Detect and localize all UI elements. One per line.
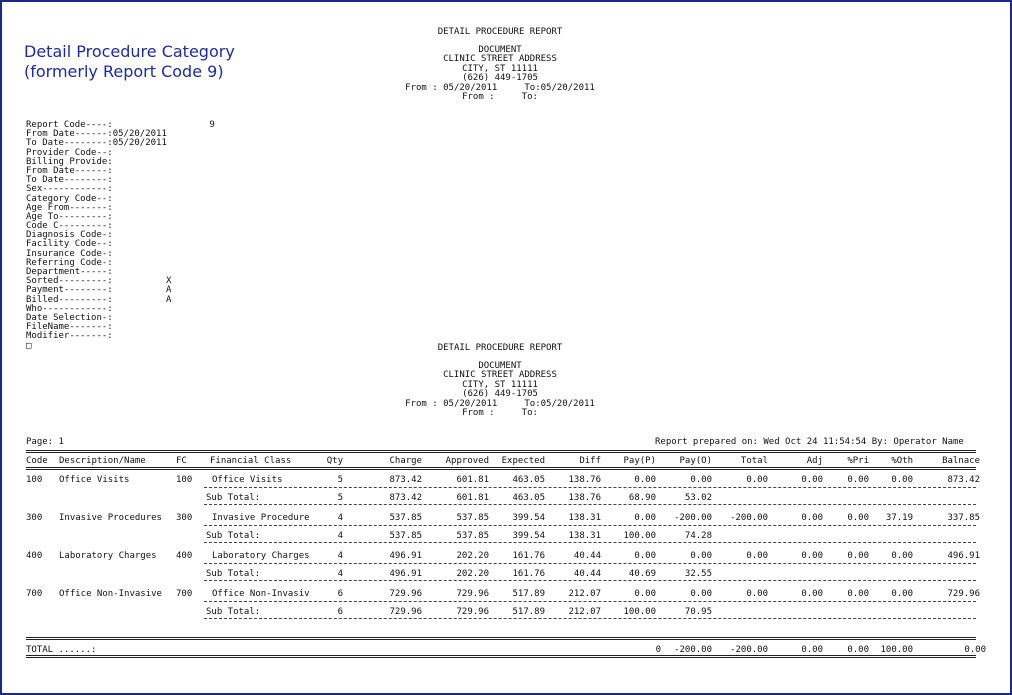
column-header: Description/Name (59, 456, 146, 466)
table-cell: 399.54 (512, 513, 545, 523)
report-header-2 (300, 344, 700, 419)
total-cell: -200.00 (674, 645, 712, 655)
parameter-label: Age From-------: (26, 202, 113, 213)
parameter-label: □ (26, 340, 32, 351)
parameter-value: X (166, 276, 172, 287)
category-description: Invasive Procedures (59, 513, 162, 523)
table-cell: 138.31 (568, 513, 601, 523)
subtotal-cell: 212.07 (568, 607, 601, 617)
table-cell: Invasive Procedure (212, 513, 310, 523)
subtotal-cell: 74.28 (684, 531, 712, 541)
parameter-label: Provider Code--: (26, 147, 113, 158)
subtotal-cell: 4 (337, 569, 343, 579)
table-cell: 0.00 (634, 589, 656, 599)
subtotal-cell: 138.31 (568, 531, 601, 541)
subtotal-cell: Sub Total: (206, 493, 261, 503)
table-cell: 729.96 (389, 589, 422, 599)
total-rule (26, 637, 976, 640)
parameter-label: Facility Code--: (26, 239, 113, 250)
column-header: Adj (806, 456, 823, 466)
subtotal-cell: 5 (337, 493, 343, 503)
column-header: Approved (445, 456, 489, 466)
table-cell: -200.00 (674, 513, 712, 523)
column-header: Total (740, 456, 768, 466)
table-cell: 40.44 (573, 551, 601, 561)
parameter-label: Insurance Code-: (26, 248, 113, 259)
parameter-label: To Date--------: (26, 175, 113, 186)
table-cell: 873.42 (389, 475, 422, 485)
parameter-label: From Date------: (26, 165, 113, 176)
table-cell: 5 (337, 475, 343, 485)
column-header: Balnace (942, 456, 980, 466)
parameter-label: Department-----: (26, 267, 113, 277)
total-cell: 0.00 (964, 645, 986, 655)
table-cell: Office Visits (212, 475, 283, 485)
subtotal-cell: 537.85 (389, 531, 422, 541)
category-description: Office Visits (59, 475, 130, 485)
table-cell: 537.85 (456, 513, 489, 523)
table-cell: 496.91 (947, 551, 980, 561)
subtotal-divider (204, 580, 976, 581)
column-header: Code (26, 456, 48, 466)
subtotal-cell: 40.44 (573, 569, 601, 579)
category-code: 300 (26, 513, 43, 523)
table-cell: 729.96 (947, 589, 980, 599)
table-cell: 0.00 (801, 589, 823, 599)
column-header: Financial Class (210, 456, 292, 466)
table-cell: 0.00 (746, 589, 768, 599)
parameter-label: From Date------:05/20/2011 (26, 129, 167, 140)
subtotal-cell: 729.96 (389, 607, 422, 617)
column-header: Qty (326, 456, 343, 466)
table-cell: Laboratory Charges (212, 551, 310, 561)
subtotal-cell: 53.02 (684, 493, 712, 503)
table-cell: 496.91 (389, 551, 422, 561)
report-caption (24, 42, 235, 82)
parameter-label: Sorted---------: (26, 276, 113, 287)
header-range-2: From : To: (462, 408, 538, 418)
parameter-label: To Date--------:05/20/2011 (26, 138, 167, 149)
column-header: Pay(O) (679, 456, 712, 466)
parameter-value: A (166, 294, 172, 305)
subtotal-cell: 399.54 (512, 531, 545, 541)
parameter-label: Who------------: (26, 303, 113, 314)
parameter-row (26, 332, 167, 341)
table-cell: 0.00 (746, 551, 768, 561)
subtotal-cell: 100.00 (623, 607, 656, 617)
category-code: 100 (26, 475, 43, 485)
category-fc: 300 (176, 513, 193, 523)
subtotal-cell: 100.00 (623, 531, 656, 541)
subtotal-cell: Sub Total: (206, 607, 261, 617)
report-header-1 (300, 28, 700, 103)
header-city: CITY, ST 11111 (462, 63, 538, 74)
category-description: Laboratory Charges (59, 551, 157, 561)
table-cell: 0.00 (847, 589, 869, 599)
parameter-label: FileName-------: (26, 322, 113, 333)
table-cell: 337.85 (947, 513, 980, 523)
header-phone: (626) 449-1705 (462, 389, 538, 399)
category-fc: 400 (176, 551, 193, 561)
column-header: %Oth (891, 456, 913, 466)
prepared-info: Report prepared on: Wed Oct 24 11:54:54 By: Operator Name (655, 437, 964, 447)
table-cell: 0.00 (634, 513, 656, 523)
table-cell: 0.00 (847, 513, 869, 523)
table-cell: 0.00 (801, 513, 823, 523)
category-fc: 700 (176, 589, 193, 599)
header-doc: DOCUMENT (478, 360, 522, 371)
row-divider (204, 525, 976, 526)
parameter-value: 9 (166, 120, 215, 130)
table-cell: 729.96 (456, 589, 489, 599)
report-title: DETAIL PROCEDURE REPORT (437, 27, 563, 37)
header-rule (26, 467, 976, 470)
column-header: FC (176, 456, 187, 466)
table-cell: 0.00 (891, 551, 913, 561)
category-code: 400 (26, 551, 43, 561)
category-fc: 100 (176, 475, 193, 485)
subtotal-cell: 873.42 (389, 493, 422, 503)
table-cell: 0.00 (690, 551, 712, 561)
table-cell: 0.00 (634, 551, 656, 561)
subtotal-divider (204, 618, 976, 619)
category-description: Office Non-Invasive (59, 589, 162, 599)
table-cell: 37.19 (885, 513, 913, 523)
total-rule (26, 655, 976, 658)
table-cell: 138.76 (568, 475, 601, 485)
subtotal-cell: 601.81 (456, 493, 489, 503)
header-city: CITY, ST 11111 (462, 379, 538, 390)
header-range-1: From : 05/20/2011 To:05/20/2011 (405, 398, 595, 409)
subtotal-divider (204, 542, 976, 543)
table-cell: 537.85 (389, 513, 422, 523)
column-header: %Pri (847, 456, 869, 466)
table-cell: 6 (337, 589, 343, 599)
header-doc: DOCUMENT (478, 44, 522, 55)
subtotal-cell: Sub Total: (206, 531, 261, 541)
total-label: TOTAL ......: (26, 645, 97, 655)
parameter-label: Payment--------: (26, 285, 113, 296)
caption-title: Detail Procedure Category (24, 42, 235, 61)
parameter-label: Report Code----: (26, 120, 113, 130)
table-cell: 0.00 (847, 551, 869, 561)
parameter-label: Modifier-------: (26, 331, 113, 342)
total-cell: 100.00 (880, 645, 913, 655)
parameter-label: Referring Code-: (26, 257, 113, 268)
table-cell: 202.20 (456, 551, 489, 561)
table-cell: 517.89 (512, 589, 545, 599)
table-cell: 0.00 (690, 475, 712, 485)
parameter-list (26, 120, 215, 351)
subtotal-cell: 138.76 (568, 493, 601, 503)
header-range-1: From : 05/20/2011 To:05/20/2011 (405, 82, 595, 93)
column-header: Diff (579, 456, 601, 466)
header-phone: (626) 449-1705 (462, 73, 538, 83)
parameter-label: Age To---------: (26, 211, 113, 222)
column-header: Pay(P) (623, 456, 656, 466)
table-cell: 0.00 (746, 475, 768, 485)
total-cell: 0.00 (847, 645, 869, 655)
table-cell: 601.81 (456, 475, 489, 485)
page-number: Page: 1 (26, 437, 64, 447)
subtotal-cell: 70.95 (684, 607, 712, 617)
subtotal-cell: 161.76 (512, 569, 545, 579)
table-cell: 873.42 (947, 475, 980, 485)
subtotal-cell: 496.91 (389, 569, 422, 579)
column-header: Expected (501, 456, 545, 466)
report-title: DETAIL PROCEDURE REPORT (437, 343, 563, 353)
subtotal-divider (204, 504, 976, 505)
table-cell: 0.00 (690, 589, 712, 599)
category-code: 700 (26, 589, 43, 599)
table-cell: 0.00 (634, 475, 656, 485)
table-cell: 0.00 (847, 475, 869, 485)
subtotal-cell: 4 (337, 531, 343, 541)
parameter-label: Code C---------: (26, 221, 113, 232)
parameter-label: Billing Provide: (26, 156, 113, 167)
subtotal-cell: 463.05 (512, 493, 545, 503)
row-divider (204, 487, 976, 488)
table-cell: 4 (337, 551, 343, 561)
header-address: CLINIC STREET ADDRESS (443, 54, 557, 64)
subtotal-cell: 68.90 (628, 493, 656, 503)
parameter-label: Category Code--: (26, 193, 113, 204)
table-cell: -200.00 (730, 513, 768, 523)
subtotal-cell: 729.96 (456, 607, 489, 617)
table-cell: 0.00 (891, 475, 913, 485)
table-cell: 212.07 (568, 589, 601, 599)
parameter-label: Billed---------: (26, 294, 113, 305)
parameter-value: A (166, 285, 172, 296)
table-cell: 4 (337, 513, 343, 523)
table-cell: 0.00 (891, 589, 913, 599)
table-cell: 0.00 (801, 551, 823, 561)
subtotal-cell: 517.89 (512, 607, 545, 617)
table-cell: 0.00 (801, 475, 823, 485)
total-cell: -200.00 (730, 645, 768, 655)
column-header: Charge (389, 456, 422, 466)
subtotal-cell: 537.85 (456, 531, 489, 541)
header-range-2: From : To: (462, 92, 538, 102)
parameter-label: Sex------------: (26, 184, 113, 195)
table-cell: 161.76 (512, 551, 545, 561)
caption-subtitle: (formerly Report Code 9) (24, 62, 224, 81)
table-cell: 463.05 (512, 475, 545, 485)
table-cell: Office Non-Invasiv (212, 589, 310, 599)
subtotal-cell: 32.55 (684, 569, 712, 579)
subtotal-cell: Sub Total: (206, 569, 261, 579)
subtotal-cell: 6 (337, 607, 343, 617)
total-cell: 0 (655, 645, 661, 655)
total-cell: 0.00 (801, 645, 823, 655)
row-divider (204, 563, 976, 564)
subtotal-cell: 202.20 (456, 569, 489, 579)
subtotal-cell: 40.69 (628, 569, 656, 579)
header-rule (26, 450, 976, 453)
parameter-label: Diagnosis Code-: (26, 230, 113, 241)
parameter-label: Date Selection-: (26, 312, 113, 323)
parameter-row (26, 342, 167, 351)
header-address: CLINIC STREET ADDRESS (443, 370, 557, 380)
row-divider (204, 601, 976, 602)
